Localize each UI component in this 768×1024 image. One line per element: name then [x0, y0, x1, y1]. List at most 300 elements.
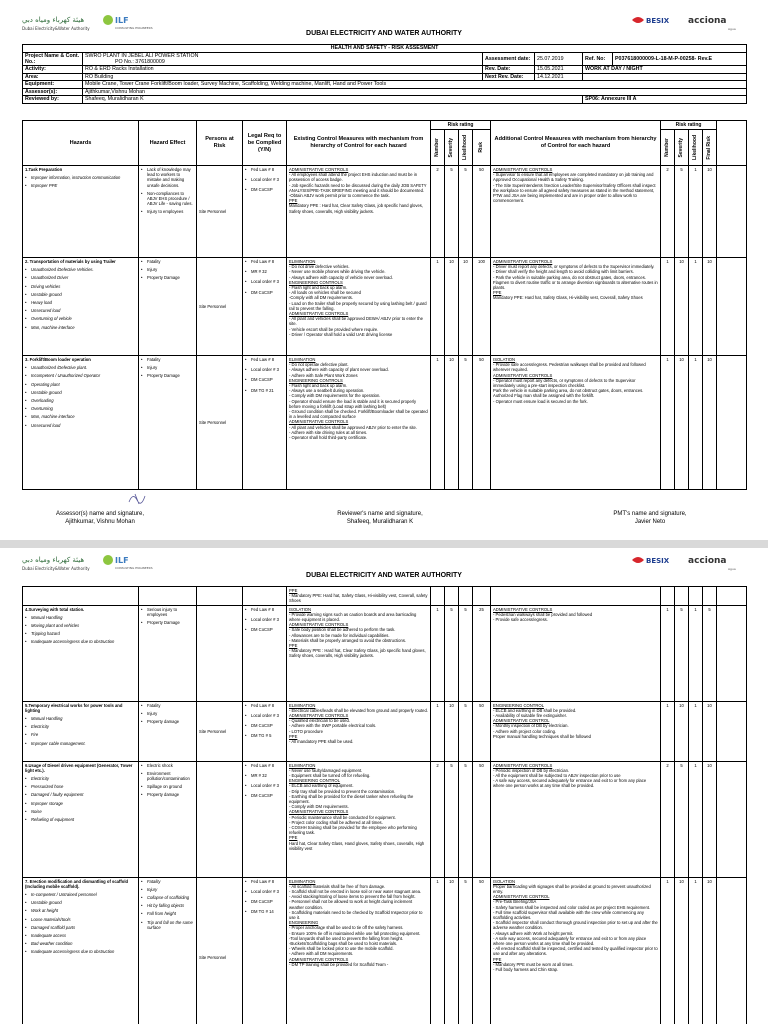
col-additional: Additional Control Measures with mechanism from hierarchy of Control for each hazard — [491, 121, 661, 166]
existing-control-line: PPE — [289, 733, 298, 739]
project-value — [83, 52, 483, 66]
hazard-effect: • Hit by falling objects — [141, 903, 194, 908]
next-rev-value: 14.12.2021 — [535, 73, 583, 81]
hazards-cell — [23, 605, 139, 701]
additional-control-line: - Supervisor to ensure that all employees are completed mandatory on job training and Approved Occupational Health & Safety Training. — [493, 172, 654, 183]
next-rev-label: Next Rev. Date: — [483, 73, 535, 81]
reviewed-value: Shafeeq, Muralidharan K — [83, 96, 583, 104]
legal-req-cell — [243, 701, 287, 761]
final-rating-fs: 5 — [675, 605, 689, 701]
additional-control-line: PPE — [493, 956, 502, 962]
ilf-sub: CONSULTING ENGINEERS — [115, 26, 153, 30]
col-risk-rating-2: Risk rating — [661, 121, 717, 130]
blank-cell — [717, 761, 747, 877]
final-rating-fl: 1 — [689, 877, 703, 1024]
existing-control-line: PPE — [289, 643, 298, 649]
existing-control-line: ADMINISTRATIVE CONTROLS — [289, 809, 349, 815]
hazard-item: • In-competent / Untrained personnel — [25, 892, 136, 897]
rating-r: 50 — [473, 877, 491, 1024]
dewa-english-name: Dubai Electricity&Water Authority — [22, 26, 90, 31]
additional-control-line: - Provide safe access/egress. — [493, 617, 548, 623]
hazards-cell — [23, 166, 139, 258]
existing-control-line: - Comply with DM requirements. — [289, 804, 349, 810]
project-label: Project Name & Cont. No.: — [23, 52, 83, 66]
additional-control-line: - Adhere with project color coding. — [493, 728, 557, 734]
additional-control-line: ADMINISTRATIVE CONTROLS — [493, 372, 553, 378]
additional-control-line: - Park the vehicle in suitable parking area, do not obstruct gates, doors, entrances. — [493, 274, 646, 280]
activity-label: Activity: — [23, 66, 83, 74]
blank-cell — [717, 258, 747, 356]
activity-title: 2. Transportation of materials by using Trailer — [25, 259, 116, 264]
hazard-effect-cell — [139, 356, 197, 490]
additional-controls-cell — [491, 605, 661, 701]
hazard-effect: • Fatality — [141, 259, 194, 264]
dewa-logo — [20, 8, 160, 38]
rating-s: 10 — [445, 356, 459, 490]
legal-item: • Fed Law # 8 — [245, 763, 284, 768]
col-persons: Persons at Risk — [197, 121, 243, 166]
additional-control-line: Flagmen to divert routine traffic or to arrange diversion signboards to alternative routes in plants. — [493, 279, 658, 291]
activity-title: 3. Forklift/Boom loader operation — [25, 357, 91, 362]
existing-control-line: - All scaffold materials shall be free of from damage. — [289, 883, 386, 889]
hazard-effect: • Injury — [141, 711, 194, 716]
hazard-item: • Heavy load — [25, 300, 136, 305]
ref-value: P037618000009-L-18-M-P-00258- Rev.E — [613, 52, 747, 66]
final-rating-fs: 10 — [675, 258, 689, 356]
additional-control-line: - Operator must report any defects, or symptoms of defects to the Supervisor immediately using a pre-start inspection checklist. — [493, 377, 636, 389]
hazard-effect: • Trip and fall on the same surface — [141, 920, 194, 930]
activity-title: 7. Erection modification and dismantling of scaffold (Including mobile scaffold). — [25, 878, 129, 889]
blank-cell — [717, 356, 747, 490]
rating-n: 1 — [431, 356, 445, 490]
additional-control-line: Authorized Flag man shall be assigned with the forklift. — [493, 393, 595, 399]
hazard-item: • Improper storage — [25, 801, 136, 806]
hazard-item: • Improper PPE — [25, 183, 136, 188]
existing-control-line: Hard hat, Clear Safety Glass, Hand gloves, Safety shoes, coveralls, High visibility vest — [289, 840, 425, 851]
additional-control-line: - Mandatory PPE must be worn at all times. — [493, 961, 574, 967]
existing-control-line: ADMINISTRATIVE CONTROLS — [289, 622, 349, 628]
legal-item: • DM TG # 21 — [245, 388, 284, 393]
additional-control-line: - Scaffold inspector shall conduct thorough ground inspection prior to set up and after the adverse weather condition. — [493, 920, 658, 931]
additional-control-line: - Always adhere with Work at height permit. — [493, 930, 574, 936]
persons-at-risk: Site Personnel — [197, 258, 243, 356]
final-rating-fr: 10 — [703, 258, 717, 356]
rating-l: 10 — [459, 258, 473, 356]
existing-control-line: PPE — [289, 835, 298, 841]
hazard-item: • Overturning of vehicle — [25, 316, 136, 321]
carry-over-existing — [287, 587, 431, 606]
final-rating-fr: 10 — [703, 761, 717, 877]
existing-control-line: - Adhere with Safe Plant Work Zones — [289, 372, 358, 378]
hazard-item: • Inadequate access/egress due to obstruction — [25, 639, 136, 644]
existing-control-line: - Ensure 100% tie off is maintained while use fall protecting equipment. — [289, 930, 421, 936]
hazard-item: • Man, machine interface — [25, 414, 136, 419]
additional-control-line: ADMINISTRATIVE CONTROLS — [493, 762, 553, 768]
legal-item: • Fed Law # 8 — [245, 703, 284, 708]
existing-control-line: -Buckets/Scaffolding bags shall be used to hoist materials. — [289, 941, 398, 947]
existing-control-line: ADMINISTRATIVE CONTROLS — [289, 956, 349, 962]
rating-r: 25 — [473, 605, 491, 701]
existing-controls-cell — [287, 761, 431, 877]
legal-item: • DM CoCSP — [245, 187, 284, 192]
legal-req-cell — [243, 166, 287, 258]
hazard-item: • Improper cable management. — [25, 741, 136, 746]
legal-item: • DM CoCSP — [245, 899, 284, 904]
existing-control-line: ELIMINATION — [289, 878, 316, 884]
rating-r: 50 — [473, 701, 491, 761]
existing-control-line: - Comply with DM requirements for the operation. — [289, 393, 381, 399]
hazard-item: • Unauthorized /Defective Vehicles. — [25, 267, 136, 272]
hazard-item: • Incompetent / Unauthorized Operator — [25, 373, 136, 378]
existing-control-line: - Electrical cables/leads shall be elevated from ground and properly routed. — [289, 707, 428, 713]
existing-control-line: - DM TP training shall be provided for Scaffold Team - — [289, 961, 389, 967]
risk-rows-page-1 — [23, 166, 747, 490]
hazard-effect: • Injury — [141, 365, 194, 370]
additional-control-line: Mandatory PPE: Hard hat, Safety Glass, Hi-visibility vest, Coverall, Safety Shoes — [493, 295, 643, 301]
ilf-text-2: ILF — [115, 556, 129, 565]
additional-controls-cell — [491, 166, 661, 258]
hazard-item: • Tripping hazard — [25, 631, 136, 636]
final-rating-fn: 1 — [661, 356, 675, 490]
existing-control-line: - Provide warning signs such as caution boards and area barricading where equipment is placed. — [289, 611, 417, 623]
rating-l: 5 — [459, 356, 473, 490]
hazard-item: • Operating plant — [25, 382, 136, 387]
final-rating-fl: 1 — [689, 356, 703, 490]
acciona-text: acciona — [688, 16, 727, 26]
existing-control-line: - Never use faulty/damaged equipment. — [289, 767, 363, 773]
equipment-value: Mobile Crane, Tower Crane Forklift/Boom loader, Survey Machine, Scaffolding, Welding machine, Manlift, Hand and Power Tools — [83, 81, 747, 89]
hazard-item: • Fire — [25, 732, 136, 737]
additional-control-line: ADMINISTRATIVE CONTROLS — [493, 167, 553, 172]
existing-control-line: - Personnel shall not be allowed to work at height during inclement weather condition. — [289, 899, 413, 910]
final-rating-fs: 10 — [675, 356, 689, 490]
existing-control-line: - COSHH training shall be provided for the employee who performing refueling task. — [289, 825, 417, 836]
existing-control-line: ADMINISTRATIVE CONTROLS — [289, 167, 349, 172]
risk-table-page-2 — [22, 586, 747, 1024]
col-risk-rating: Risk rating — [431, 121, 491, 130]
legal-item: • DM TG # 5 — [245, 733, 284, 738]
col-effect: Hazard Effect — [139, 121, 197, 166]
project-name: SWRO PLANT IN JEBEL ALI POWER STATION — [85, 52, 199, 59]
existing-controls-cell — [287, 166, 431, 258]
assessor-sig-names: Ajithkumar, Vishnu Mohan — [65, 519, 135, 525]
activity-title: 4.Surveying with total station. — [25, 606, 85, 612]
besix-acciona-logo-2 — [628, 548, 748, 578]
hazard-effect: • Fall from height — [141, 911, 194, 916]
col-legal: Legal Req to be Complied (Y/N) — [243, 121, 287, 166]
existing-control-line: ADMINISTRATIVE CONTROLS — [289, 311, 349, 317]
hazard-item: • Unstable ground — [25, 390, 136, 395]
legal-item: • DM CoCSP — [245, 793, 284, 798]
existing-control-line: -Obtain ABJV work permit prior to commence the task. — [289, 193, 390, 199]
carry-over-row — [23, 587, 747, 606]
hazard-effect: • Electric shock — [141, 763, 194, 768]
existing-control-line: ELIMINATION — [289, 702, 316, 708]
assessor-sig-label: Assessor(s) name and signature, — [55, 511, 145, 517]
hazard-item: • Inadequate access/egress due to obstruction — [25, 949, 136, 954]
page-2 — [0, 548, 768, 1024]
assessment-date-label: Assessment date: — [483, 52, 535, 66]
hazard-item: • Moving plant and vehicles — [25, 623, 136, 628]
additional-control-line: - All the equipment shall be subjected to ABJV inspection prior to use — [493, 773, 621, 779]
additional-control-line: - The Site Superintendents /Section Leader/Site Supervisor/Safety Officers shall inspect the workplace to ensure all agreed safety measures as stated in the method statement, PTW and JSA are being implemented and are in proper order to allow work to commencement. — [493, 182, 656, 204]
besix-acciona-logo — [628, 8, 748, 38]
existing-control-line: PPE — [289, 198, 298, 204]
legal-req-cell — [243, 761, 287, 877]
final-rating-fr: 10 — [703, 877, 717, 1024]
existing-control-line: - All plant and vehicles shall be approved DEWA/ ABJV prior to enter the site. — [289, 316, 423, 327]
reviewed-label: Reviewed by: — [23, 96, 83, 104]
blank-cell — [717, 166, 747, 258]
additional-control-line: ADMINISTRATIVE CONTROL — [493, 718, 550, 724]
existing-controls-cell — [287, 877, 431, 1024]
legal-item: • Local order # 3 — [245, 889, 284, 894]
existing-control-line: - Operator should ensure the load is stable and it is secured properly before moving a forklift (Load strap with lashing belt) — [289, 398, 417, 409]
legal-req-cell — [243, 877, 287, 1024]
assessor-signature-block — [30, 510, 170, 526]
hazard-item: • Bad weather condition — [25, 941, 136, 946]
rating-s: 5 — [445, 166, 459, 258]
legal-item: • Local order # 3 — [245, 783, 284, 788]
assessor-label: Assessor(s): — [23, 88, 83, 96]
hazard-effect: • Property Damage — [141, 373, 194, 378]
col-number-2: Number — [664, 138, 671, 157]
existing-control-line: ELIMINATION — [289, 762, 316, 768]
legal-item: • Fed Law # 8 — [245, 167, 284, 172]
existing-control-line: ELIMINATION — [289, 259, 316, 264]
persons-at-risk: Site Personnel — [197, 166, 243, 258]
hazard-item: • Unauthorized Driver — [25, 275, 136, 280]
additional-control-line: PPE — [493, 290, 502, 296]
rating-n: 1 — [431, 258, 445, 356]
hazard-item: • Improper information, instruction communication — [25, 175, 136, 180]
rating-n: 1 — [431, 877, 445, 1024]
final-rating-fn: 1 — [661, 701, 675, 761]
rating-n: 2 — [431, 761, 445, 877]
hazard-item: • Unstable ground — [25, 292, 136, 297]
additional-control-line: ADMINISTRATIVE CONTROLS — [493, 259, 553, 264]
existing-control-line: - Never use mobile phones while driving the vehicle. — [289, 269, 386, 275]
hazards-cell — [23, 258, 139, 356]
rating-s: 10 — [445, 258, 459, 356]
hazard-effect: • Injury — [141, 267, 194, 272]
hazards-cell — [23, 356, 139, 490]
hazards-cell — [23, 877, 139, 1024]
hazard-effect: • Property damage — [141, 719, 194, 724]
acciona-sub-2: Agua — [728, 567, 736, 571]
existing-control-line: - Mandatory PPE : Hard hat, Clear Safety Glass, job specific hand gloves, Safety shoes, coveralls, High visibility jackets. — [289, 648, 426, 659]
rating-s: 5 — [445, 761, 459, 877]
final-rating-fn: 2 — [661, 166, 675, 258]
legal-req-cell — [243, 258, 287, 356]
existing-controls-cell — [287, 258, 431, 356]
hazard-effect-cell — [139, 701, 197, 761]
existing-control-line: - Periodic maintenance shall be conducted for equipment. — [289, 814, 396, 820]
hazard-effect: • Fatality — [141, 703, 194, 708]
legal-item: • DM TG # 14 — [245, 909, 284, 914]
existing-control-line: - Avoid stacking/storing of loose items to prevent the fall from height. — [289, 894, 416, 900]
rating-l: 5 — [459, 701, 473, 761]
col-final-risk: Final Risk — [706, 135, 713, 160]
rev-date-label: Rev. Date: — [483, 66, 535, 74]
existing-control-line: - Load on the trailer shall be properly secured by using lashing belt / guard rail to prevent the falling. — [289, 300, 427, 311]
rating-l: 5 — [459, 761, 473, 877]
rating-r: 100 — [473, 258, 491, 356]
dewa-arabic-name-2: هيئة كهرباء ومياه دبي — [22, 556, 85, 564]
work-day-night: WORK AT DAY / NIGHT — [583, 66, 747, 74]
existing-control-line: - Project color coding shall be adhered at all times. — [289, 819, 383, 825]
existing-control-line: - Job specific hazards need to be discussed during the daily JOB SAFETY ANALYSIS/PRE-TASK BRIEFING meeting and it should be documented. — [289, 182, 427, 193]
final-rating-fs: 5 — [675, 166, 689, 258]
additional-control-line: - Full time scaffold supervisor shall available with the crew while commencing any scaffolding activities. — [493, 909, 644, 921]
additional-control-line: ISOLATION — [493, 357, 516, 362]
ilf-sub-2: CONSULTING ENGINEERS — [115, 566, 153, 570]
dewa-arabic-name: هيئة كهرباء ومياه دبي — [22, 16, 85, 24]
legal-item: • DM CoCSP — [245, 377, 284, 382]
dewa-english-name-2: Dubai Electricity&Water Authority — [22, 566, 90, 571]
existing-control-line: - Always adhere with capacity of plant never overload. — [289, 367, 389, 373]
additional-control-line: - Full body harness and Chin strap. — [493, 967, 559, 973]
additional-controls-cell — [491, 356, 661, 490]
existing-control-line: - Vehicle escort shall be provided where require. — [289, 326, 379, 332]
existing-control-line: - Always use a seatbelt during operation. — [289, 388, 365, 394]
final-rating-fs: 5 — [675, 761, 689, 877]
existing-controls-cell — [287, 701, 431, 761]
hazard-item: • Work at height — [25, 908, 136, 913]
rating-s: 10 — [445, 701, 459, 761]
hazard-effect: • Fatality — [141, 879, 194, 884]
rating-l: 5 — [459, 877, 473, 1024]
additional-control-line: - All erected scaffold shall be inspected, certified and tested by qualified inspector prior to use and after any alterations. — [493, 946, 658, 957]
activity-title: 5.Temporary electrical works for power tools and lighting — [25, 702, 123, 713]
risk-table-page-1 — [22, 120, 747, 490]
legal-item: • Local order # 3 — [245, 713, 284, 718]
existing-control-line: - Do not operate defective plant. — [289, 362, 349, 368]
additional-control-line: - A safe way access, secured adequately for entrance and exit to or from any place where one person works at any time shall be provided. — [493, 935, 647, 947]
final-rating-fn: 1 — [661, 877, 675, 1024]
page-separator — [0, 540, 768, 548]
assessor-value: Ajithkumar,Vishnu Mohan — [83, 88, 747, 96]
existing-control-line: Mandatory PPE : Hard hat, Clear Safety Glass, job specific hand gloves, Safety shoes, coveralls, High visibility jackets. — [289, 203, 424, 214]
existing-control-line: ISOLATION — [289, 606, 312, 612]
additional-control-line: Proper manual handling techniques shall be followed — [493, 733, 592, 739]
existing-control-line: - Adhere with all DM requirements. — [289, 951, 354, 957]
hazard-effect: • Property damage — [141, 792, 194, 797]
ref-label: Ref. No: — [583, 52, 613, 66]
existing-control-line: ADMINISTRATIVE CONTROLS — [289, 419, 349, 425]
legal-item: • Fed Law # 8 — [245, 607, 284, 612]
additional-control-line: - Periodic inspection of DB by electrician. — [493, 767, 570, 773]
col-likelihood: Likelihood — [462, 135, 468, 160]
existing-control-line: - All mandatory PPE shall be used. — [289, 739, 354, 745]
additional-controls-cell — [491, 701, 661, 761]
final-rating-fl: 1 — [689, 605, 703, 701]
persons-at-risk: Site Personnel — [197, 356, 243, 490]
risk-row — [23, 761, 747, 877]
final-rating-fr: 10 — [703, 701, 717, 761]
existing-control-line: - Wheels shall be locked prior to use the mobile scaffold. — [289, 946, 394, 952]
area-label: Area: — [23, 73, 83, 81]
existing-control-line: ELIMINATION — [289, 357, 316, 362]
final-rating-fn: 1 — [661, 605, 675, 701]
persons-at-risk: Site Personnel — [197, 877, 243, 1024]
pmt-signature-block — [580, 510, 720, 526]
hazard-effect: • Lack of knowledge may lead to workers to mistake and making unsafe decisions. — [141, 167, 194, 188]
col-existing: Existing Control Measures with mechanism from hierarchy of Control for each hazard — [287, 121, 431, 166]
existing-control-line: ENGINEERING — [289, 920, 319, 926]
besix-text: BESIX — [646, 17, 670, 25]
hazard-effect: • Property Damage — [141, 275, 194, 280]
additional-control-line: ISOLATION — [493, 878, 516, 884]
final-rating-fr: 5 — [703, 605, 717, 701]
equipment-label: Equipment: — [23, 81, 83, 89]
additional-control-line: - Availability of suitable fire extinguisher. — [493, 713, 567, 719]
existing-control-line: - Adhere with site driving rules at all times. — [289, 429, 368, 435]
hazard-effect-cell — [139, 258, 197, 356]
legal-item: • Fed Law # 8 — [245, 879, 284, 884]
risk-row — [23, 877, 747, 1024]
risk-row — [23, 166, 747, 258]
final-rating-fl: 1 — [689, 166, 703, 258]
existing-control-line: - Driver / Operator shall hold a valid UAE driving license — [289, 331, 393, 337]
col-likelihood-2: Likelihood — [692, 135, 699, 160]
assessor-signature — [125, 490, 155, 506]
final-rating-fn: 1 — [661, 258, 675, 356]
existing-control-line: -Tool lanyards shall be used to prevent the falling from height. — [289, 935, 404, 941]
existing-control-line: -Comply with all DM requirements. — [289, 295, 353, 301]
existing-control-line: - Materials shall be properly arranged to avoid the obstructions. — [289, 637, 407, 643]
hazard-effect-cell — [139, 761, 197, 877]
existing-control-line: - Do not drive defective vehicles. — [289, 264, 350, 270]
rating-r: 50 — [473, 761, 491, 877]
existing-control-line: ADMINISTRATIVE CONTROLS — [289, 713, 349, 719]
legal-item: • DM CoCSP — [245, 290, 284, 295]
final-rating-fs: 10 — [675, 701, 689, 761]
legal-item: • DM CoCSP — [245, 723, 284, 728]
existing-control-line: - Drip tray shall be provided to prevent the contamination. — [289, 788, 396, 794]
final-rating-fn: 2 — [661, 761, 675, 877]
legal-item: • MR # 32 — [245, 269, 284, 274]
existing-control-line: - Flash light and back up alarm. — [289, 383, 348, 389]
legal-req-cell — [243, 356, 287, 490]
additional-control-line: Proper barricading with signages shall be provided at ground to prevent unauthorized entry. — [493, 883, 651, 895]
acciona-text-2: acciona — [688, 556, 727, 566]
additional-control-line: - ELCB and earthing in DB shall be provided. — [493, 707, 577, 713]
blank-cell — [717, 605, 747, 701]
reviewer-signature-block — [300, 510, 460, 526]
additional-controls-cell — [491, 258, 661, 356]
existing-control-line: - Always adhere with capacity of vehicle never overload. — [289, 274, 393, 280]
reviewer-sig-names: Shafeeq, Muralidharan K — [346, 519, 414, 525]
rev-date-value: 15.05.2021 — [535, 66, 583, 74]
risk-rows-page-2 — [23, 587, 747, 1024]
activity-title: 6.Usage of Diesel driven equipment (Generator, Tower light etc.). — [25, 762, 133, 773]
col-severity: Severity — [448, 137, 454, 158]
pmt-sig-label: PMT's name and signature, — [613, 511, 687, 517]
risk-row — [23, 701, 747, 761]
hazard-item: • Man, machine interface — [25, 325, 136, 330]
legal-item: • Fed Law # 8 — [245, 259, 284, 264]
existing-control-line: - Adhere with the SWP portable electrical tools. — [289, 723, 377, 729]
hazard-effect: • Non-compliances to ABJV EHS procedure / ABJV Life - saving rules. — [141, 191, 194, 207]
existing-control-line: - All plant and vehicles shall be approved ABJV prior to enter the site. — [289, 424, 418, 430]
hazard-item: • Unauthorized /Defective plant. — [25, 365, 136, 370]
persons-at-risk — [197, 761, 243, 877]
existing-controls-cell — [287, 356, 431, 490]
reviewer-sig-label: Reviewer's name and signature, — [337, 511, 423, 517]
additional-control-line: - Monthly inspection of DB by electrician. — [493, 723, 569, 729]
hazard-effect: • Fatality — [141, 357, 194, 362]
